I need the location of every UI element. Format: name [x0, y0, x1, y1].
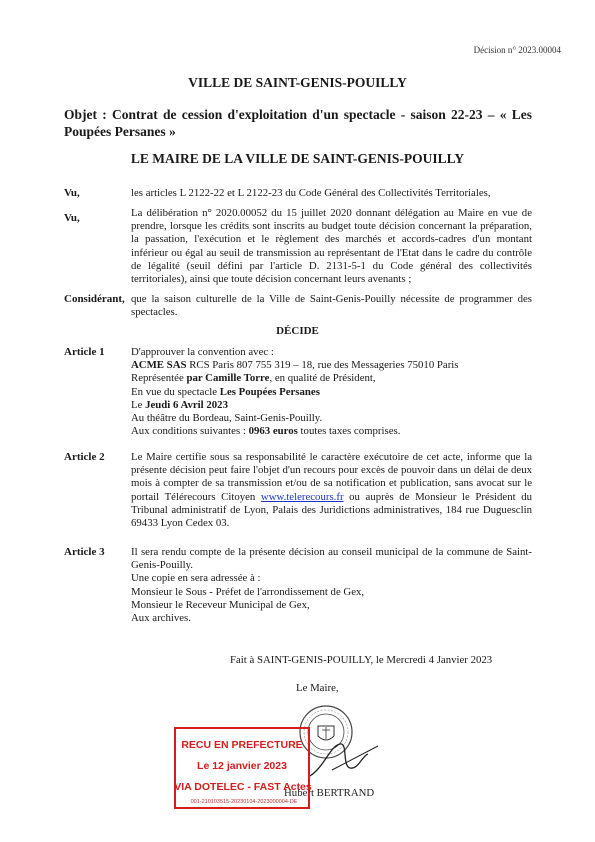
stamp-line-3: VIA DOTELEC - FAST Actes: [174, 781, 312, 793]
stamp-line-4: 001-210103515-20230104-2023000004-DE: [190, 799, 298, 805]
article-3-label: Article 3: [64, 546, 105, 558]
fait-a-line: Fait à SAINT-GENIS-POUILLY, le Mercredi 4 Janvier 2023: [230, 654, 493, 666]
conditions-prefix: Aux conditions suivantes :: [131, 425, 249, 438]
article-1-label: Article 1: [64, 346, 105, 358]
article-3-line-5: Aux archives.: [131, 612, 191, 625]
considerant-text: que la saison culturelle de la Ville de Saint-Genis-Pouilly nécessite de programmer des spectacles.: [131, 293, 532, 319]
article-1-company: [131, 359, 532, 372]
rep-suffix: , en qualité de Président,: [269, 372, 376, 385]
stamp-line-1: RECU EN PREFECTURE: [181, 739, 303, 751]
maire-title: LE MAIRE DE LA VILLE DE SAINT-GENIS-POUILLY: [130, 151, 465, 166]
article-1-conditions: [131, 425, 532, 438]
rep-name: par Camille Torre: [186, 372, 270, 385]
signatory-name: Hubert BERTRAND: [284, 787, 375, 799]
objet-title: Objet : Contrat de cession d'exploitation d'un spectacle - saison 22-23 – « Les Poupées Persanes »: [64, 107, 532, 139]
company-name: ACME SAS: [131, 359, 187, 372]
article-3-line-1: Il sera rendu compte de la présente décision au conseil municipal de la commune de Saint-Genis-Pouilly.: [131, 546, 532, 572]
article-1-body: [131, 346, 532, 438]
show-prefix: En vue du spectacle: [131, 385, 220, 398]
decide-heading: DÉCIDE: [276, 325, 319, 337]
article-3-line-4: Monsieur le Receveur Municipal de Gex,: [131, 598, 310, 611]
article-2-body: [131, 451, 532, 530]
city-header: VILLE DE SAINT-GENIS-POUILLY: [188, 75, 407, 90]
article-3-body: [131, 546, 532, 625]
show-title: Les Poupées Persanes: [219, 385, 320, 398]
article-2-text-post: ou auprès de Monsieur le Président du Tribunal administratif de Lyon, Palais des Juridictions administratives, 184 rue Duguesclin 69433 Lyon Cedex 03.: [131, 490, 532, 530]
company-details: RCS Paris 807 755 319 – 18, rue des Messageries 75010 Paris: [186, 359, 459, 372]
date-prefix: Le: [131, 398, 146, 411]
telerecours-link[interactable]: www.telerecours.fr: [260, 490, 344, 503]
stamp-line-2: Le 12 janvier 2023: [197, 760, 287, 772]
article-1-venue: Au théâtre du Bordeau, Saint-Genis-Pouilly.: [131, 412, 323, 425]
show-date: Jeudi 6 Avril 2023: [145, 398, 228, 411]
conditions-suffix: toutes taxes comprises.: [297, 425, 401, 438]
considerant-label: Considérant,: [64, 293, 125, 305]
vu-label-1: Vu,: [64, 187, 80, 199]
decision-reference: Décision n° 2023.00004: [473, 45, 561, 55]
article-1-show: [131, 386, 532, 399]
article-1-date: [131, 399, 532, 412]
article-2-text-pre: Le Maire certifie sous sa responsabilité le caractère exécutoire de cet acte, informe que la présente décision peut faire l'objet d'un recours pour excès de pouvoir dans un délai de deux mois à compter de sa transmission et/ou de sa notification et publication, sans avocat sur le portail Télérecours Citoyen: [131, 451, 532, 503]
price: 0963 euros: [248, 425, 298, 438]
vu-label-2: Vu,: [64, 212, 80, 224]
vu-text-1: les articles L 2122-22 et L 2122-23 du Code Général des Collectivités Territoriales,: [131, 187, 491, 199]
article-3-line-2: Une copie en sera adressée à :: [131, 572, 261, 585]
prefecture-stamp: [174, 727, 310, 809]
vu-text-2: La délibération n° 2020.00052 du 15 juillet 2020 donnant délégation au Maire en vue de prendre, lorsque les crédits sont inscrits au budget toute décision concernant la préparation, la passation, l'exécution et le règlement des marchés et accords-cadres d'un montant inférieur ou égal au seuil de transmission au représentant de l'Etat dans le cadre du contrôle de légalité (seuil défini par l'article D. 2131-5-1 du Code général des collectivités territoriales), ainsi que toute décision concernant leurs avenants ;: [131, 207, 532, 286]
rep-prefix: Représentée: [131, 372, 187, 385]
article-2-label: Article 2: [64, 451, 105, 463]
le-maire-label: Le Maire,: [296, 682, 339, 694]
article-1-intro: D'approuver la convention avec :: [131, 346, 274, 358]
article-1-representative: [131, 372, 532, 385]
article-3-line-3: Monsieur le Sous - Préfet de l'arrondissement de Gex,: [131, 585, 365, 598]
